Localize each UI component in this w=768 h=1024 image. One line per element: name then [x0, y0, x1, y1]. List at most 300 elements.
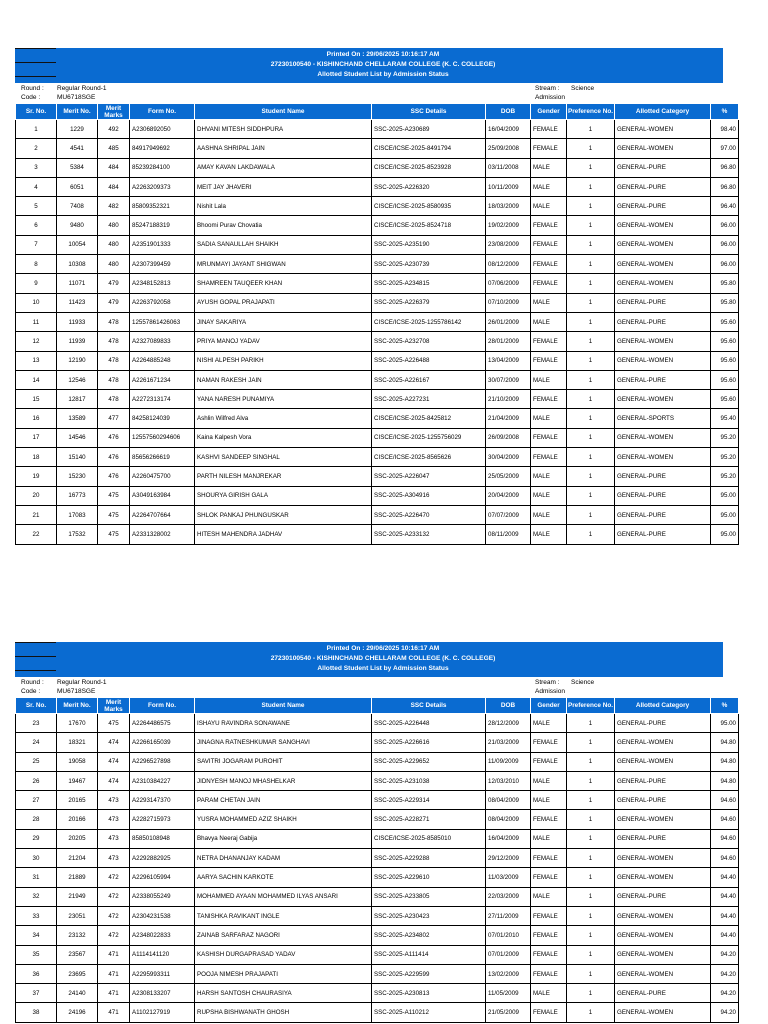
preference-no-cell: 1: [567, 791, 615, 810]
preference-no-cell: 1: [567, 733, 615, 752]
table-row: [16, 964, 739, 983]
student-name-cell: PARAM CHETAN JAIN: [195, 791, 372, 810]
allotted-category-cell: GENERAL-WOMEN: [615, 733, 711, 752]
dob-cell: 08/04/2009: [486, 791, 531, 810]
merit-marks-cell: 472: [98, 926, 130, 945]
merit-marks-cell: 478: [98, 370, 130, 389]
merit-marks-cell: 477: [98, 409, 130, 428]
form-no-cell: 84917949692: [130, 139, 195, 158]
table-row: [16, 255, 739, 274]
allotted-category-cell: GENERAL-PURE: [615, 467, 711, 486]
table-row: [16, 235, 739, 254]
merit-marks-cell: 478: [98, 351, 130, 370]
percentage-cell: 94.40: [711, 868, 739, 887]
dob-cell: 11/09/2009: [486, 752, 531, 771]
merit-no-cell: 21889: [57, 868, 98, 887]
merit-no-cell: 23132: [57, 926, 98, 945]
stream-value: Science: [571, 679, 595, 686]
student-name-cell: NAMAN RAKESH JAIN: [195, 370, 372, 389]
preference-no-cell: 1: [567, 448, 615, 467]
form-no-cell: A2348152813: [130, 274, 195, 293]
sr-no-cell: 23: [16, 714, 57, 733]
student-name-cell: MEIT JAY JHAVERI: [195, 177, 372, 196]
gender-cell: FEMALE: [531, 1003, 567, 1022]
gender-cell: MALE: [531, 312, 567, 331]
form-no-cell: A2296105994: [130, 868, 195, 887]
ssc-details-cell: SSC-2025-A230423: [372, 906, 486, 925]
ssc-details-cell: SSC-2025-A232708: [372, 332, 486, 351]
sr-no-cell: 19: [16, 467, 57, 486]
table-row: [16, 332, 739, 351]
merit-no-cell: 19058: [57, 752, 98, 771]
dob-cell: 21/03/2009: [486, 733, 531, 752]
table-row: [16, 370, 739, 389]
table-row: [16, 714, 739, 733]
merit-marks-cell: 475: [98, 486, 130, 505]
gender-cell: MALE: [531, 791, 567, 810]
preference-no-cell: 1: [567, 120, 615, 139]
percentage-cell: 94.60: [711, 791, 739, 810]
merit-no-cell: 20205: [57, 829, 98, 848]
gender-cell: FEMALE: [531, 752, 567, 771]
col-header: Allotted Category: [615, 104, 711, 120]
student-name-cell: AASHNA SHRIPAL JAIN: [195, 139, 372, 158]
stream-label: Stream :: [535, 85, 560, 92]
form-no-cell: A2264885248: [130, 351, 195, 370]
merit-no-cell: 16773: [57, 486, 98, 505]
report-subtitle: Allotted Student List by Admission Status: [317, 70, 449, 78]
merit-no-cell: 15230: [57, 467, 98, 486]
sr-no-cell: 6: [16, 216, 57, 235]
sr-no-cell: 18: [16, 448, 57, 467]
ssc-details-cell: CISCE/ICSE-2025-8524718: [372, 216, 486, 235]
sr-no-cell: 28: [16, 810, 57, 829]
merit-no-cell: 17083: [57, 505, 98, 524]
percentage-cell: 95.00: [711, 525, 739, 544]
merit-marks-cell: 475: [98, 714, 130, 733]
merit-marks-cell: 478: [98, 390, 130, 409]
col-header: Merit Marks: [98, 104, 130, 120]
preference-no-cell: 1: [567, 505, 615, 524]
banner-rule: [15, 62, 56, 63]
ssc-details-cell: SSC-2025-A229652: [372, 752, 486, 771]
gender-cell: MALE: [531, 887, 567, 906]
merit-no-cell: 7408: [57, 197, 98, 216]
percentage-cell: 94.60: [711, 810, 739, 829]
sr-no-cell: 3: [16, 158, 57, 177]
allotted-category-cell: GENERAL-PURE: [615, 505, 711, 524]
student-name-cell: DHVANI MITESH SIDDHPURA: [195, 120, 372, 139]
merit-no-cell: 1229: [57, 120, 98, 139]
form-no-cell: A2293147370: [130, 791, 195, 810]
college-name: 27230100540 - KISHINCHAND CHELLARAM COLLEGE (K. C. COLLEGE): [270, 60, 496, 68]
percentage-cell: 96.80: [711, 158, 739, 177]
table-body: [16, 714, 739, 1023]
form-no-cell: A2272313174: [130, 390, 195, 409]
student-name-cell: Bhoomi Purav Chovatia: [195, 216, 372, 235]
merit-no-cell: 5384: [57, 158, 98, 177]
gender-cell: FEMALE: [531, 868, 567, 887]
col-header: SSC Details: [372, 104, 486, 120]
report-page-2: [15, 642, 751, 1023]
allotted-category-cell: GENERAL-WOMEN: [615, 332, 711, 351]
allotted-category-cell: GENERAL-PURE: [615, 177, 711, 196]
form-no-cell: A2296527898: [130, 752, 195, 771]
sr-no-cell: 15: [16, 390, 57, 409]
admission-label: Admission: [535, 94, 565, 101]
percentage-cell: 95.80: [711, 293, 739, 312]
sr-no-cell: 37: [16, 984, 57, 1003]
preference-no-cell: 1: [567, 177, 615, 196]
form-no-cell: A1102127919: [130, 1003, 195, 1022]
preference-no-cell: 1: [567, 390, 615, 409]
report-banner: [15, 48, 751, 83]
round-label: Round :: [21, 85, 44, 92]
percentage-cell: 95.00: [711, 714, 739, 733]
allotted-category-cell: GENERAL-WOMEN: [615, 139, 711, 158]
merit-no-cell: 19467: [57, 771, 98, 790]
dob-cell: 20/04/2009: [486, 486, 531, 505]
student-name-cell: JINAGNA RATNESHKUMAR SANGHAVI: [195, 733, 372, 752]
percentage-cell: 96.80: [711, 177, 739, 196]
col-header: Student Name: [195, 698, 372, 714]
table-row: [16, 120, 739, 139]
dob-cell: 07/10/2009: [486, 293, 531, 312]
dob-cell: 21/04/2009: [486, 409, 531, 428]
table-row: [16, 849, 739, 868]
gender-cell: MALE: [531, 505, 567, 524]
ssc-details-cell: SSC-2025-A231038: [372, 771, 486, 790]
preference-no-cell: 1: [567, 887, 615, 906]
dob-cell: 22/03/2009: [486, 887, 531, 906]
allotted-category-cell: GENERAL-PURE: [615, 525, 711, 544]
allotted-students-table: [15, 697, 739, 1023]
allotted-category-cell: GENERAL-WOMEN: [615, 906, 711, 925]
merit-marks-cell: 471: [98, 945, 130, 964]
percentage-cell: 94.40: [711, 887, 739, 906]
dob-cell: 28/12/2009: [486, 714, 531, 733]
gender-cell: FEMALE: [531, 255, 567, 274]
percentage-cell: 95.00: [711, 486, 739, 505]
merit-no-cell: 13589: [57, 409, 98, 428]
student-name-cell: POOJA NIMESH PRAJAPATI: [195, 964, 372, 983]
college-name: 27230100540 - KISHINCHAND CHELLARAM COLLEGE (K. C. COLLEGE): [270, 654, 496, 662]
student-name-cell: Kaina Kalpesh Vora: [195, 428, 372, 447]
table-row: [16, 312, 739, 331]
student-name-cell: NISHI ALPESH PARIKH: [195, 351, 372, 370]
dob-cell: 29/12/2009: [486, 849, 531, 868]
col-header: %: [711, 104, 739, 120]
student-name-cell: SHLOK PANKAJ PHUNGUSKAR: [195, 505, 372, 524]
gender-cell: MALE: [531, 714, 567, 733]
form-no-cell: 85239284100: [130, 158, 195, 177]
merit-no-cell: 11939: [57, 332, 98, 351]
form-no-cell: 85247188319: [130, 216, 195, 235]
allotted-category-cell: GENERAL-PURE: [615, 486, 711, 505]
dob-cell: 19/02/2009: [486, 216, 531, 235]
banner-rule: [15, 656, 56, 657]
preference-no-cell: 1: [567, 370, 615, 389]
sr-no-cell: 10: [16, 293, 57, 312]
preference-no-cell: 1: [567, 332, 615, 351]
ssc-details-cell: SSC-2025-A226320: [372, 177, 486, 196]
allotted-category-cell: GENERAL-WOMEN: [615, 964, 711, 983]
student-name-cell: YUSRA MOHAMMED AZIZ SHAIKH: [195, 810, 372, 829]
gender-cell: FEMALE: [531, 390, 567, 409]
ssc-details-cell: CISCE/ICSE-2025-8580935: [372, 197, 486, 216]
ssc-details-cell: SSC-2025-A226379: [372, 293, 486, 312]
percentage-cell: 94.20: [711, 984, 739, 1003]
allotted-category-cell: GENERAL-WOMEN: [615, 448, 711, 467]
percentage-cell: 95.20: [711, 467, 739, 486]
allotted-category-cell: GENERAL-WOMEN: [615, 255, 711, 274]
merit-no-cell: 21204: [57, 849, 98, 868]
gender-cell: FEMALE: [531, 810, 567, 829]
student-name-cell: SHAMREEN TAUQEER KHAN: [195, 274, 372, 293]
ssc-details-cell: SSC-2025-A110212: [372, 1003, 486, 1022]
form-no-cell: A2263209373: [130, 177, 195, 196]
merit-no-cell: 11423: [57, 293, 98, 312]
merit-marks-cell: 484: [98, 158, 130, 177]
table-row: [16, 177, 739, 196]
gender-cell: FEMALE: [531, 945, 567, 964]
percentage-cell: 95.60: [711, 351, 739, 370]
ssc-details-cell: SSC-2025-A226047: [372, 467, 486, 486]
dob-cell: 08/12/2009: [486, 255, 531, 274]
form-no-cell: A2264707664: [130, 505, 195, 524]
ssc-details-cell: CISCE/ICSE-2025-1255786142: [372, 312, 486, 331]
merit-marks-cell: 478: [98, 332, 130, 351]
form-no-cell: A2306892050: [130, 120, 195, 139]
sr-no-cell: 17: [16, 428, 57, 447]
gender-cell: MALE: [531, 467, 567, 486]
merit-marks-cell: 471: [98, 1003, 130, 1022]
student-name-cell: AYUSH GOPAL PRAJAPATI: [195, 293, 372, 312]
percentage-cell: 96.00: [711, 255, 739, 274]
merit-marks-cell: 480: [98, 255, 130, 274]
sr-no-cell: 9: [16, 274, 57, 293]
merit-no-cell: 23567: [57, 945, 98, 964]
merit-no-cell: 23051: [57, 906, 98, 925]
table-header-row: [16, 698, 739, 714]
dob-cell: 13/02/2009: [486, 964, 531, 983]
student-name-cell: AARYA SACHIN KARKOTE: [195, 868, 372, 887]
dob-cell: 10/11/2009: [486, 177, 531, 196]
gender-cell: FEMALE: [531, 964, 567, 983]
table-row: [16, 810, 739, 829]
student-name-cell: NETRA DHANANJAY KADAM: [195, 849, 372, 868]
dob-cell: 25/05/2009: [486, 467, 531, 486]
ssc-details-cell: CISCE/ICSE-2025-8425812: [372, 409, 486, 428]
allotted-students-table: [15, 103, 739, 545]
percentage-cell: 95.20: [711, 428, 739, 447]
percentage-cell: 95.60: [711, 390, 739, 409]
table-row: [16, 791, 739, 810]
printed-on: Printed On : 29/06/2025 10:16:17 AM: [326, 645, 440, 652]
preference-no-cell: 1: [567, 525, 615, 544]
merit-no-cell: 12817: [57, 390, 98, 409]
table-row: [16, 868, 739, 887]
ssc-details-cell: SSC-2025-A230739: [372, 255, 486, 274]
merit-marks-cell: 492: [98, 120, 130, 139]
preference-no-cell: 1: [567, 312, 615, 331]
student-name-cell: YANA NARESH PUNAMIYA: [195, 390, 372, 409]
preference-no-cell: 1: [567, 216, 615, 235]
stream-value: Science: [571, 85, 595, 92]
merit-marks-cell: 482: [98, 197, 130, 216]
admission-label: Admission: [535, 688, 565, 695]
merit-no-cell: 20166: [57, 810, 98, 829]
ssc-details-cell: SSC-2025-A226167: [372, 370, 486, 389]
merit-marks-cell: 474: [98, 752, 130, 771]
allotted-category-cell: GENERAL-WOMEN: [615, 428, 711, 447]
sr-no-cell: 32: [16, 887, 57, 906]
form-no-cell: A2282715973: [130, 810, 195, 829]
sr-no-cell: 26: [16, 771, 57, 790]
percentage-cell: 95.60: [711, 370, 739, 389]
dob-cell: 08/11/2009: [486, 525, 531, 544]
percentage-cell: 94.60: [711, 829, 739, 848]
sr-no-cell: 16: [16, 409, 57, 428]
sr-no-cell: 7: [16, 235, 57, 254]
percentage-cell: 94.80: [711, 771, 739, 790]
table-row: [16, 906, 739, 925]
merit-no-cell: 6051: [57, 177, 98, 196]
preference-no-cell: 1: [567, 849, 615, 868]
preference-no-cell: 1: [567, 139, 615, 158]
merit-no-cell: 17670: [57, 714, 98, 733]
allotted-category-cell: GENERAL-PURE: [615, 158, 711, 177]
merit-no-cell: 12546: [57, 370, 98, 389]
code-value: MU6718SGE: [57, 94, 96, 101]
dob-cell: 11/03/2009: [486, 868, 531, 887]
allotted-category-cell: GENERAL-WOMEN: [615, 945, 711, 964]
report-banner: [15, 642, 751, 677]
form-no-cell: A2295993311: [130, 964, 195, 983]
merit-no-cell: 12190: [57, 351, 98, 370]
dob-cell: 16/04/2009: [486, 829, 531, 848]
ssc-details-cell: CISCE/ICSE-2025-8523928: [372, 158, 486, 177]
student-name-cell: ISHAYU RAVINDRA SONAWANE: [195, 714, 372, 733]
dob-cell: 30/04/2009: [486, 448, 531, 467]
allotted-category-cell: GENERAL-PURE: [615, 829, 711, 848]
report-subtitle: Allotted Student List by Admission Status: [317, 664, 449, 672]
gender-cell: FEMALE: [531, 120, 567, 139]
form-no-cell: A2292882925: [130, 849, 195, 868]
student-name-cell: TANISHKA RAVIKANT INGLE: [195, 906, 372, 925]
merit-no-cell: 23695: [57, 964, 98, 983]
col-header: Allotted Category: [615, 698, 711, 714]
preference-no-cell: 1: [567, 409, 615, 428]
table-row: [16, 505, 739, 524]
merit-marks-cell: 476: [98, 448, 130, 467]
allotted-category-cell: GENERAL-PURE: [615, 714, 711, 733]
col-header: Student Name: [195, 104, 372, 120]
dob-cell: 26/01/2009: [486, 312, 531, 331]
dob-cell: 18/03/2009: [486, 197, 531, 216]
percentage-cell: 94.20: [711, 945, 739, 964]
gender-cell: MALE: [531, 370, 567, 389]
ssc-details-cell: CISCE/ICSE-2025-8565626: [372, 448, 486, 467]
ssc-details-cell: CISCE/ICSE-2025-8491794: [372, 139, 486, 158]
preference-no-cell: 1: [567, 868, 615, 887]
allotted-category-cell: GENERAL-WOMEN: [615, 235, 711, 254]
merit-marks-cell: 480: [98, 235, 130, 254]
allotted-category-cell: GENERAL-WOMEN: [615, 390, 711, 409]
sr-no-cell: 30: [16, 849, 57, 868]
dob-cell: 07/01/2010: [486, 926, 531, 945]
table-row: [16, 926, 739, 945]
col-header: Sr. No.: [16, 104, 57, 120]
allotted-category-cell: GENERAL-PURE: [615, 984, 711, 1003]
table-row: [16, 486, 739, 505]
table-row: [16, 771, 739, 790]
percentage-cell: 96.00: [711, 235, 739, 254]
ssc-details-cell: SSC-2025-A111414: [372, 945, 486, 964]
table-row: [16, 293, 739, 312]
preference-no-cell: 1: [567, 293, 615, 312]
gender-cell: FEMALE: [531, 428, 567, 447]
gender-cell: MALE: [531, 984, 567, 1003]
student-name-cell: Bhavya Neeraj Gabija: [195, 829, 372, 848]
sr-no-cell: 12: [16, 332, 57, 351]
form-no-cell: A1114141120: [130, 945, 195, 964]
banner-rule: [15, 48, 56, 49]
merit-marks-cell: 473: [98, 849, 130, 868]
table-row: [16, 733, 739, 752]
allotted-category-cell: GENERAL-WOMEN: [615, 351, 711, 370]
student-name-cell: HARSH SANTOSH CHAURASIYA: [195, 984, 372, 1003]
student-name-cell: KASHISH DURGAPRASAD YADAV: [195, 945, 372, 964]
student-name-cell: JIDNYESH MANOJ MHASHELKAR: [195, 771, 372, 790]
table-row: [16, 390, 739, 409]
ssc-details-cell: CISCE/ICSE-2025-8585010: [372, 829, 486, 848]
allotted-category-cell: GENERAL-WOMEN: [615, 120, 711, 139]
merit-marks-cell: 473: [98, 791, 130, 810]
gender-cell: MALE: [531, 771, 567, 790]
dob-cell: 27/11/2009: [486, 906, 531, 925]
allotted-category-cell: GENERAL-PURE: [615, 771, 711, 790]
col-header: Merit No.: [57, 104, 98, 120]
merit-no-cell: 10308: [57, 255, 98, 274]
gender-cell: FEMALE: [531, 448, 567, 467]
dob-cell: 30/07/2009: [486, 370, 531, 389]
stream-label: Stream :: [535, 679, 560, 686]
dob-cell: 21/05/2009: [486, 1003, 531, 1022]
form-no-cell: A2348022833: [130, 926, 195, 945]
percentage-cell: 95.20: [711, 448, 739, 467]
report-meta: [15, 677, 751, 697]
sr-no-cell: 2: [16, 139, 57, 158]
dob-cell: 12/03/2010: [486, 771, 531, 790]
student-name-cell: RUPSHA BISHWANATH GHOSH: [195, 1003, 372, 1022]
allotted-category-cell: GENERAL-WOMEN: [615, 274, 711, 293]
ssc-details-cell: SSC-2025-A304916: [372, 486, 486, 505]
form-no-cell: A2263792058: [130, 293, 195, 312]
allotted-category-cell: GENERAL-PURE: [615, 293, 711, 312]
dob-cell: 23/08/2009: [486, 235, 531, 254]
percentage-cell: 94.80: [711, 752, 739, 771]
gender-cell: FEMALE: [531, 216, 567, 235]
student-name-cell: MOHAMMED AYAAN MOHAMMED ILYAS ANSARI: [195, 887, 372, 906]
allotted-category-cell: GENERAL-WOMEN: [615, 926, 711, 945]
merit-no-cell: 20165: [57, 791, 98, 810]
percentage-cell: 95.60: [711, 312, 739, 331]
form-no-cell: A2264486575: [130, 714, 195, 733]
preference-no-cell: 1: [567, 810, 615, 829]
ssc-details-cell: SSC-2025-A233132: [372, 525, 486, 544]
merit-no-cell: 21949: [57, 887, 98, 906]
